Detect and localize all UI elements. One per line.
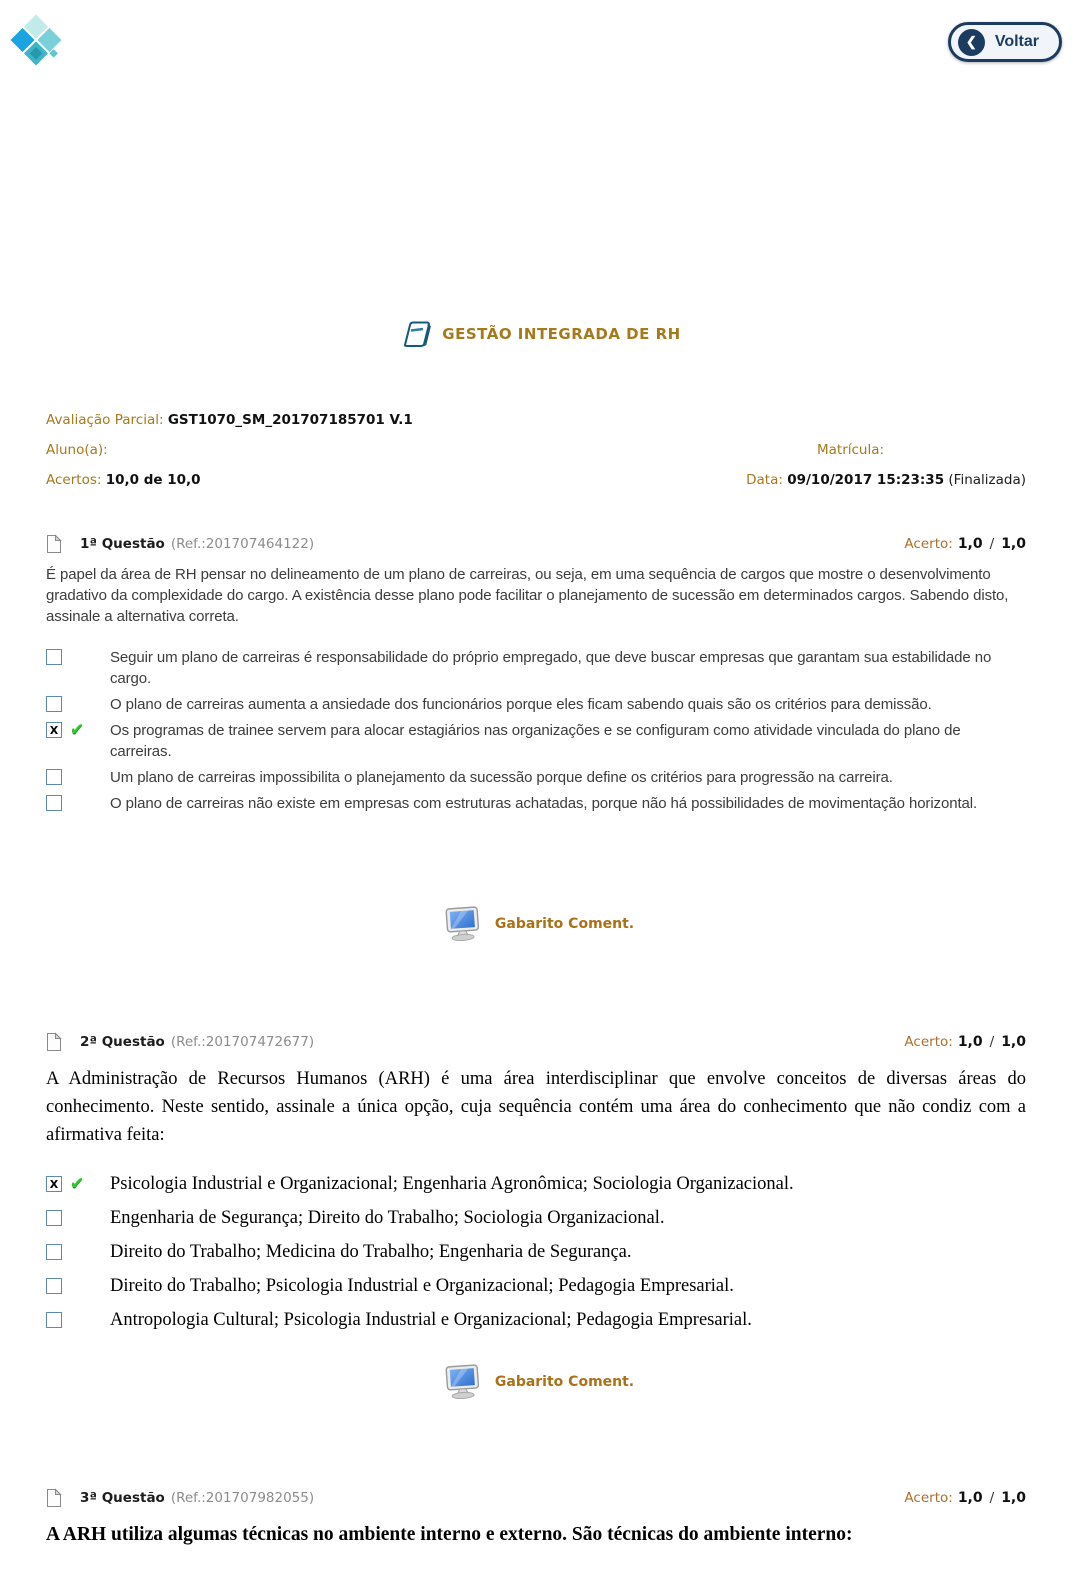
option-text: Direito do Trabalho; Psicologia Industrial e Organizacional; Pedagogia Empresarial. — [110, 1276, 734, 1296]
back-arrow-icon: ❮ — [958, 29, 985, 56]
avaliacao-label: Avaliação Parcial: — [46, 412, 164, 428]
question-number: 1ª Questão — [80, 536, 165, 552]
option[interactable] — [46, 1308, 1026, 1332]
question-1-header — [46, 534, 1026, 554]
option[interactable] — [46, 720, 1026, 762]
score-earned: 1,0 — [957, 1034, 983, 1050]
question-score — [904, 1034, 1026, 1050]
acertos-row — [46, 472, 1026, 489]
question-text: A ARH utiliza algumas técnicas no ambiente interno e externo. São técnicas do ambiente interno: — [46, 1524, 853, 1545]
course-title-row — [0, 318, 1078, 350]
score-total: 1,0 — [1001, 1034, 1026, 1050]
page-icon — [46, 1488, 62, 1508]
question-text: É papel da área de RH pensar no delineamento de um plano de carreiras, ou seja, em uma sequência de cargos que mostre o desenvolvimento gradativo da complexidade do cargo. A existência desse plano pode facilitar o planejamento de sucessão em determinados cargos. Sabendo disto, assinale a alternativa correta. — [46, 566, 1009, 625]
data-label: Data: — [746, 472, 783, 488]
question-number: 3ª Questão — [80, 1490, 165, 1506]
score-total: 1,0 — [1001, 536, 1026, 552]
option-text: Direito do Trabalho; Medicina do Trabalho; Engenharia de Segurança. — [110, 1242, 632, 1262]
option-text: Antropologia Cultural; Psicologia Industrial e Organizacional; Pedagogia Empresarial. — [110, 1310, 752, 1330]
gabarito-button[interactable] — [0, 1364, 1078, 1400]
checkbox-icon[interactable] — [46, 1278, 62, 1294]
acertos-label: Acertos: — [46, 472, 102, 488]
question-number: 2ª Questão — [80, 1034, 165, 1050]
option[interactable] — [46, 1240, 1026, 1264]
back-button[interactable] — [948, 22, 1062, 62]
score-earned: 1,0 — [957, 1490, 983, 1506]
score-separator: / — [989, 1490, 995, 1506]
option[interactable] — [46, 694, 1026, 715]
page-icon — [46, 1032, 62, 1052]
option-text: Os programas de trainee servem para alocar estagiários nas organizações e se configuram como atividade vinculada do plano de carreiras. — [110, 722, 961, 760]
option[interactable] — [46, 1206, 1026, 1230]
option[interactable] — [46, 1274, 1026, 1298]
question-score — [904, 1490, 1026, 1506]
option-text: Engenharia de Segurança; Direito do Trabalho; Sociologia Organizacional. — [110, 1208, 665, 1228]
option-text: Um plano de carreiras impossibilita o planejamento da sucessão porque define os critérios para progressão na carreira. — [110, 769, 893, 786]
question-1 — [46, 534, 1026, 819]
acerto-label: Acerto: — [904, 536, 953, 552]
avaliacao-row — [46, 412, 1026, 429]
question-2-options — [46, 1172, 1026, 1332]
option[interactable] — [46, 1172, 1026, 1196]
course-title: GESTÃO INTEGRADA DE RH — [442, 325, 681, 343]
computer-icon — [444, 1364, 484, 1400]
correct-check-icon: ✔ — [70, 720, 85, 740]
acerto-label: Acerto: — [904, 1034, 953, 1050]
question-score — [904, 536, 1026, 552]
checkbox-icon[interactable] — [46, 696, 62, 712]
checkbox-icon[interactable]: X — [46, 722, 62, 738]
question-text: A Administração de Recursos Humanos (ARH) é uma área interdisciplinar que envolve conceitos de diversas áreas do conhecimento. Neste sentido, assinale a única opção, cuja sequência contém uma área do conhecimento que não condiz com a afirmativa feita: — [46, 1069, 1026, 1145]
question-3-header — [46, 1488, 1026, 1508]
question-2 — [46, 1032, 1026, 1342]
score-total: 1,0 — [1001, 1490, 1026, 1506]
question-2-header — [46, 1032, 1026, 1052]
question-ref: (Ref.:201707464122) — [170, 536, 315, 552]
checkbox-icon[interactable] — [46, 795, 62, 811]
exam-info — [46, 412, 1026, 502]
page-icon — [46, 534, 62, 554]
option[interactable] — [46, 793, 1026, 814]
question-ref: (Ref.:201707982055) — [170, 1490, 315, 1506]
question-1-options — [46, 647, 1026, 814]
option[interactable] — [46, 767, 1026, 788]
checkbox-icon[interactable] — [46, 649, 62, 665]
back-button-label: Voltar — [994, 33, 1039, 50]
computer-icon — [444, 906, 484, 942]
option-text: O plano de carreiras aumenta a ansiedade dos funcionários porque eles ficam sabendo quais são os critérios para demissão. — [110, 696, 932, 713]
checkbox-icon[interactable] — [46, 1210, 62, 1226]
score-earned: 1,0 — [957, 536, 983, 552]
matricula-label: Matrícula: — [817, 442, 885, 458]
data-value: 09/10/2017 15:23:35 — [787, 472, 945, 488]
score-separator: / — [989, 1034, 995, 1050]
option-text: Seguir um plano de carreiras é responsabilidade do próprio empregado, que deve buscar empresas que garantam sua estabilidade no cargo. — [110, 649, 992, 687]
acerto-label: Acerto: — [904, 1490, 953, 1506]
option-text: O plano de carreiras não existe em empresas com estruturas achatadas, porque não há possibilidades de movimentação horizontal. — [110, 795, 978, 812]
app-logo-icon[interactable] — [9, 12, 63, 70]
avaliacao-value: GST1070_SM_201707185701 V.1 — [167, 412, 413, 428]
checkbox-icon[interactable] — [46, 769, 62, 785]
checkbox-icon[interactable] — [46, 1312, 62, 1328]
notebook-icon — [397, 318, 433, 350]
checkbox-icon[interactable] — [46, 1244, 62, 1260]
acertos-value: 10,0 de 10,0 — [105, 472, 201, 488]
data-status: (Finalizada) — [948, 472, 1026, 488]
question-ref: (Ref.:201707472677) — [170, 1034, 315, 1050]
checkbox-icon[interactable]: X — [46, 1176, 62, 1192]
option-text: Psicologia Industrial e Organizacional; Engenharia Agronômica; Sociologia Organizacional. — [110, 1174, 794, 1194]
option[interactable] — [46, 647, 1026, 689]
question-3 — [46, 1488, 1026, 1546]
gabarito-button[interactable] — [0, 906, 1078, 942]
gabarito-label: Gabarito Coment. — [494, 916, 635, 932]
score-separator: / — [989, 536, 995, 552]
aluno-label: Aluno(a): — [46, 442, 108, 458]
aluno-row — [46, 442, 1026, 459]
correct-check-icon: ✔ — [70, 1174, 85, 1194]
gabarito-label: Gabarito Coment. — [494, 1374, 635, 1390]
